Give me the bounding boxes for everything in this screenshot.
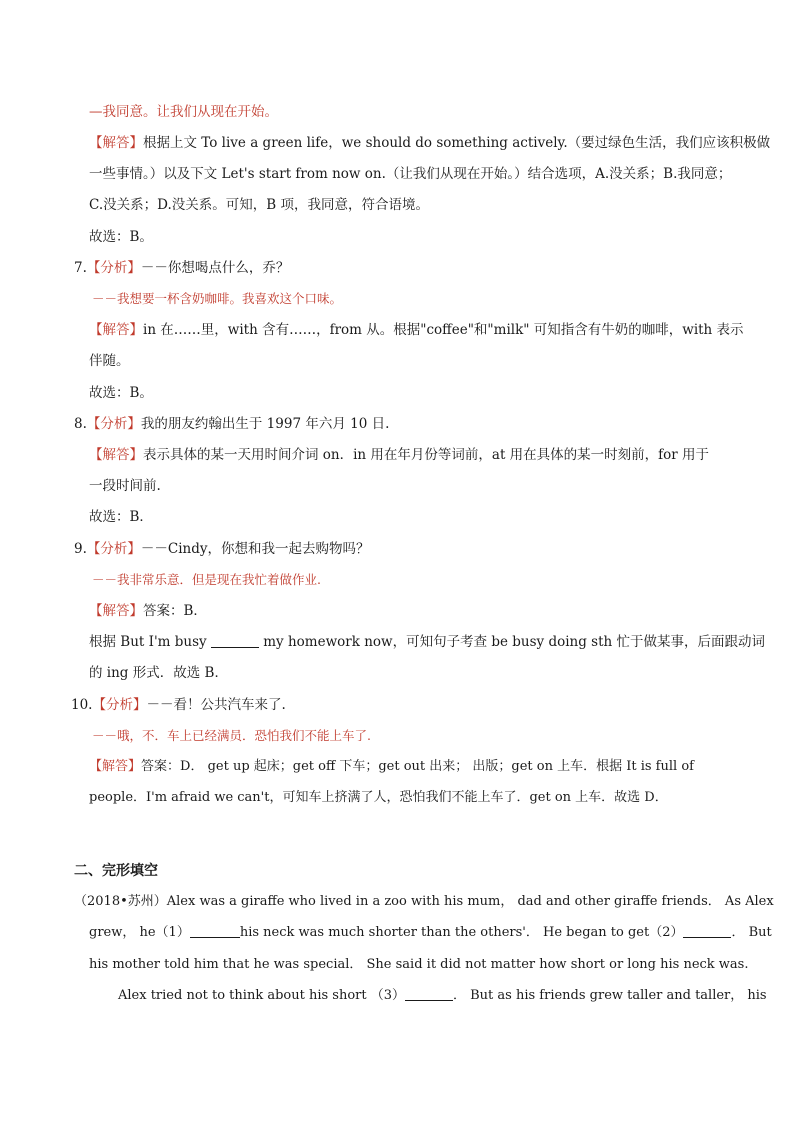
- solution-text: 答案：D． get up 起床；get off 下车；get out 出来； 出版；get on 上车．根据 It is full of: [141, 759, 694, 774]
- solution-text: 答案：B．: [143, 603, 207, 619]
- solution-text: in 在……里，with 含有……，from 从。根据"coffee"和"milk" 可知指含有牛奶的咖啡，with 表示: [143, 322, 744, 338]
- solution-tag: 【解答】: [89, 603, 143, 619]
- question-8-solution-2: 一段时间前.: [89, 478, 161, 494]
- question-7-analysis-2: －－我想要一杯含奶咖啡。我喜欢这个口味。: [92, 291, 343, 306]
- solution-tag: 【解答】: [89, 322, 143, 338]
- question-number: 10.: [71, 697, 93, 713]
- question-7-analysis: [74, 258, 289, 278]
- solution-text: 根据上文 To live a green life，we should do something actively.（要过绿色生活，我们应该积极做: [143, 135, 771, 151]
- question-9-solution-1: [89, 601, 207, 621]
- question-10-solution-1: [89, 757, 694, 777]
- analysis-tag: 【分析】: [92, 697, 147, 713]
- analysis-text: －－你想喝点什么，乔？: [140, 260, 290, 276]
- analysis-tag: 【分析】: [86, 416, 141, 432]
- question-number: 7.: [74, 260, 87, 276]
- solution-6-line-2: 一些事情。）以及下文 Let's start from now on.（让我们从现在开始。）结合选项，A.没关系；B.我同意；: [89, 166, 732, 182]
- passage-text: ． But as his friends grew taller and taller， his: [453, 988, 767, 1003]
- question-8-solution-1: [89, 445, 709, 465]
- question-number: 8.: [74, 416, 87, 432]
- blank-2: [683, 923, 731, 938]
- analysis-tag: 【分析】: [86, 260, 141, 276]
- answer-6: 故选：B。: [89, 229, 153, 245]
- section-title: 二、完形填空: [74, 863, 158, 879]
- solution-text: 表示具体的某一天用时间介词 on．in 用在年月份等词前，at 用在具体的某一时刻前，for 用于: [143, 447, 710, 463]
- question-10-analysis: [71, 695, 286, 715]
- question-number: 9.: [74, 541, 87, 557]
- passage-text: Alex tried not to think about his short （3）: [118, 988, 405, 1003]
- passage-line-3: his mother told him that he was special． She said it did not matter how short or long his neck was.: [89, 957, 749, 972]
- question-9-analysis: [74, 539, 370, 559]
- answer-blank: [211, 633, 259, 648]
- question-9-solution-3: 的 ing 形式．故选 B．: [89, 665, 228, 681]
- question-7-solution-1: [89, 320, 744, 340]
- answer-8: 故选：B．: [89, 509, 153, 525]
- solution-6-line-3: C.没关系；D.没关系。可知，B 项，我同意，符合语境。: [89, 197, 429, 213]
- question-10-analysis-2: －－哦，不．车上已经满员．恐怕我们不能上车了.: [92, 728, 371, 743]
- solution-text-b: my homework now，可知句子考查 be busy doing sth 忙于做某事，后面跟动词: [263, 634, 766, 650]
- passage-line-1: （2018•苏州）Alex was a giraffe who lived in a zoo with his mum， dad and other giraffe friends． As Alex: [74, 894, 774, 909]
- analysis-text: 我的朋友约翰出生于 1997 年六月 10 日.: [140, 416, 390, 432]
- blank-3: [405, 986, 453, 1001]
- passage-text: ． But: [731, 925, 772, 940]
- analysis-text: －－Cindy，你想和我一起去购物吗？: [140, 541, 370, 557]
- passage-line-2: [89, 923, 772, 943]
- question-10-solution-2: people．I'm afraid we can't，可知车上挤满了人，恐怕我们不能上车了．get on 上车．故选 D．: [89, 790, 668, 805]
- solution-tag: 【解答】: [89, 447, 143, 463]
- continuation-line: —我同意。让我们从现在开始。: [89, 104, 278, 120]
- analysis-tag: 【分析】: [86, 541, 141, 557]
- answer-7: 故选：B。: [89, 385, 153, 401]
- solution-text-a: 根据 But I'm busy: [89, 634, 207, 650]
- analysis-text: －－看！公共汽车来了.: [146, 697, 286, 713]
- question-8-analysis: [74, 414, 389, 434]
- blank-1: [190, 923, 240, 938]
- solution-6-line-1: [89, 133, 770, 153]
- solution-tag: 【解答】: [89, 135, 143, 151]
- passage-text: grew， he（1）: [89, 925, 190, 940]
- passage-line-4: [118, 986, 767, 1006]
- question-7-solution-2: 伴随。: [89, 353, 130, 369]
- question-9-analysis-2: －－我非常乐意．但是现在我忙着做作业.: [92, 572, 321, 587]
- question-9-solution-2: [89, 632, 765, 652]
- passage-text: his neck was much shorter than the others'． He began to get（2）: [239, 925, 684, 940]
- solution-tag: 【解答】: [89, 759, 142, 774]
